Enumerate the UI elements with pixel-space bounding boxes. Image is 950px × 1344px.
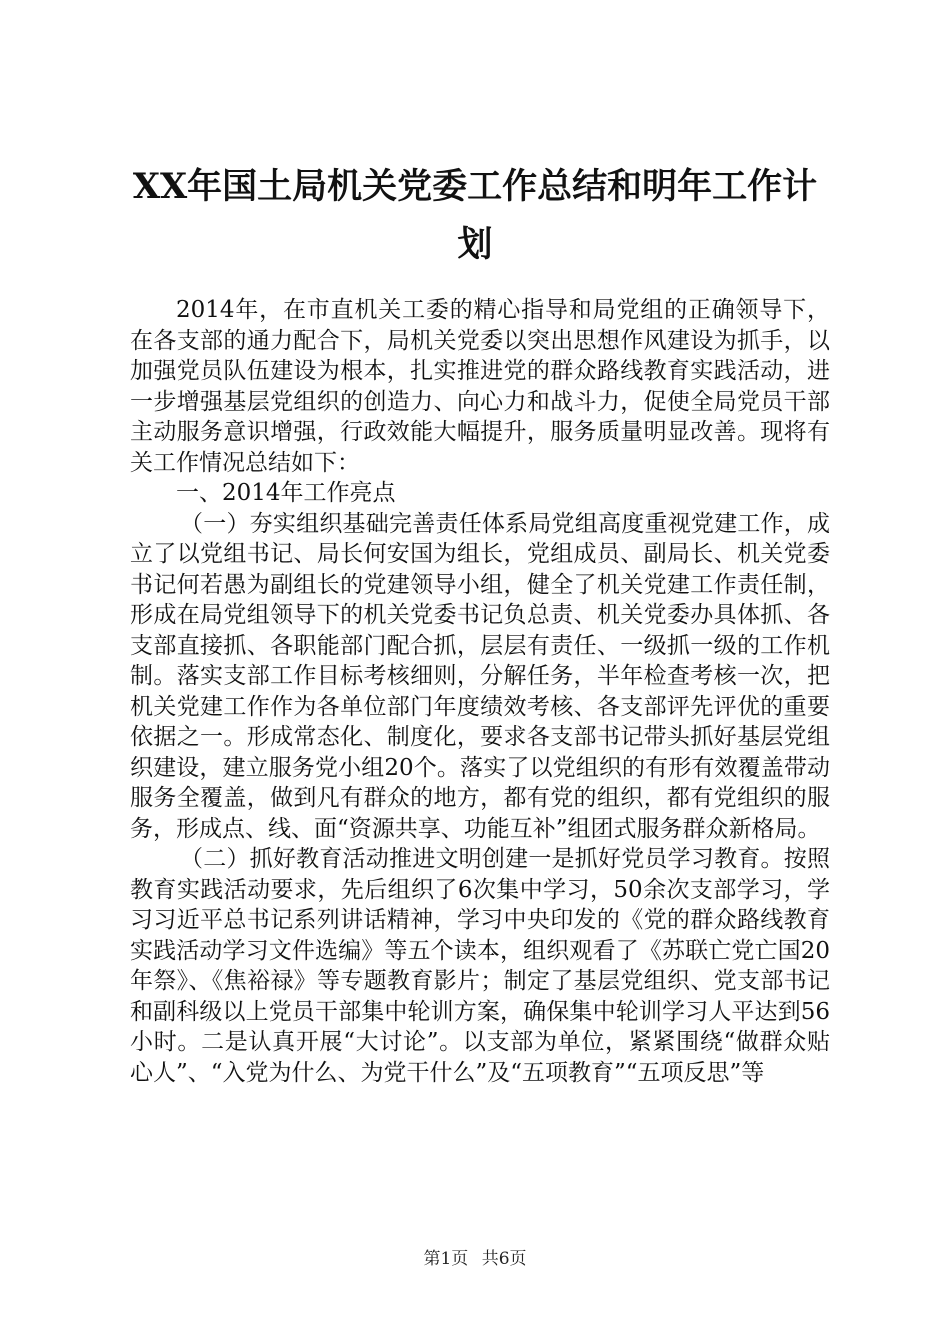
page-total: 共6页 (481, 1249, 527, 1269)
section-heading: 一、2014年工作亮点 (176, 480, 396, 506)
paragraph-intro: 2014年，在市直机关工委的精心指导和局党组的正确领导下，在各支部的通力配合下，局机关党委以突出思想作风建设为抓手，以加强党员队伍建设为根本，扎实推进党的群众路线教育实践活动，进一步增强基层党组织的创造力、向心力和战斗力，促使全局党员干部主动服务意识增强，行政效能大幅提升，服务质量明显改善。现将有关工作情况总结如下： (130, 297, 830, 476)
paragraph-education: （二）抓好教育活动推进文明创建一是抓好党员学习教育。按照教育实践活动要求，先后组织了6次集中学习，50余次支部学习，学习习近平总书记系列讲话精神，学习中央印发的《党的群众路线教育实践活动学习文件选编》等五个读本，组织观看了《苏联亡党亡国20年祭》、《焦裕禄》等专题教育影片；制定了基层党组织、党支部书记和副科级以上党员干部集中轮训方案，确保集中轮训学习人平达到56小时。二是认真开展“大讨论”。以支部为单位，紧紧围绕“做群众贴心人”、“入党为什么、为党干什么”及“五项教育”“五项反思”等 (130, 846, 830, 1086)
paragraph-organization: （一）夯实组织基础完善责任体系局党组高度重视党建工作，成立了以党组书记、局长何安国为组长，党组成员、副局长、机关党委书记何若愚为副组长的党建领导小组，健全了机关党建工作责任制，形成在局党组领导下的机关党委书记负总责、机关党委办具体抓、各支部直接抓、各职能部门配合抓，层层有责任、一级抓一级的工作机制。落实支部工作目标考核细则，分解任务，半年检查考核一次，把机关党建工作作为各单位部门年度绩效考核、各支部评先评优的重要依据之一。形成常态化、制度化，要求各支部书记带头抓好基层党组织建设，建立服务党小组20个。落实了以党组织的有形有效覆盖带动服务全覆盖，做到凡有群众的地方，都有党的组织，都有党组织的服务，形成点、线、面“资源共享、功能互补”组团式服务群众新格局。 (130, 510, 830, 842)
document-body (130, 295, 830, 1088)
page-number: 第1页 (423, 1249, 469, 1269)
page-footer (0, 1244, 950, 1269)
document-title: XX年国土局机关党委工作总结和明年工作计划 (132, 166, 818, 265)
